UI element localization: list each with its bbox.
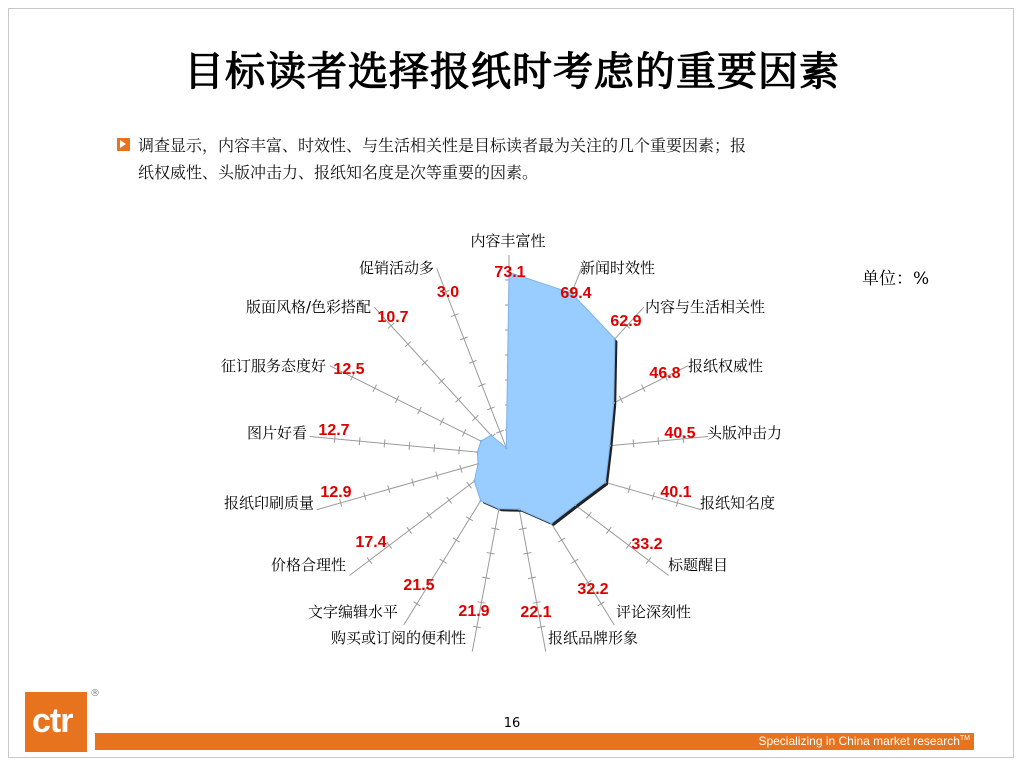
value-label: 62.9 (610, 313, 642, 330)
value-label: 33.2 (631, 536, 663, 553)
radar-point (613, 402, 615, 404)
value-label: 40.1 (660, 484, 692, 501)
radar-tick (395, 396, 399, 403)
value-label: 12.9 (320, 484, 352, 501)
radar-point (476, 451, 478, 453)
radar-point (505, 447, 507, 449)
value-label: 21.5 (403, 577, 435, 594)
unit-label: 单位：% (862, 269, 930, 289)
footer-tagline (758, 734, 970, 748)
radar-point (490, 434, 492, 436)
trademark-mark: TM (959, 735, 970, 742)
radar-tick (359, 437, 360, 445)
radar-point (609, 445, 611, 447)
radar-tick (626, 542, 631, 548)
radar-tick (641, 385, 645, 392)
radar-point (614, 338, 616, 340)
radar-tick (440, 418, 444, 425)
value-label: 12.5 (333, 361, 365, 378)
category-label: 评论深刻性 (616, 603, 692, 621)
radar-tick (418, 407, 422, 414)
radar-point (550, 522, 552, 524)
value-label: 3.0 (436, 284, 460, 301)
radar-tick (440, 559, 447, 563)
radar-point (477, 463, 479, 465)
value-label: 46.8 (649, 365, 681, 382)
category-label: 新闻时效性 (580, 259, 656, 277)
radar-tick (409, 442, 410, 450)
value-label: 69.4 (560, 285, 592, 302)
category-label: 购买或订阅的便利性 (330, 629, 466, 647)
radar-tick (373, 385, 377, 392)
page-number: 16 (503, 716, 521, 731)
radar-point (473, 480, 475, 482)
radar-area (474, 272, 615, 523)
category-label: 报纸权威性 (688, 357, 764, 375)
intro-line-1: 调查显示，内容丰富、时效性、与生活相关性是目标读者最为关注的几个重要因素；报 (138, 136, 747, 155)
category-label: 图片好看 (246, 424, 307, 442)
value-label: 21.9 (458, 603, 490, 620)
radar-tick (558, 538, 565, 542)
category-label: 报纸印刷质量 (223, 494, 314, 512)
radar-tick (462, 429, 466, 436)
radar-tick (571, 559, 578, 563)
category-label: 报纸品牌形象 (548, 629, 639, 647)
radar-tick (467, 482, 472, 488)
category-label: 版面风格/色彩搭配 (245, 298, 371, 316)
radar-point (498, 508, 500, 510)
value-label: 40.5 (664, 425, 696, 442)
value-label: 22.1 (520, 604, 552, 621)
radar-tick (407, 527, 412, 533)
radar-point (574, 504, 576, 506)
radar-tick (598, 602, 605, 606)
radar-tick (459, 446, 460, 454)
category-label: 文字编辑水平 (307, 603, 398, 621)
radar-point (518, 508, 520, 510)
radar-point (480, 440, 482, 442)
radar-tick (646, 557, 651, 563)
category-label: 内容与生活相关性 (645, 298, 766, 316)
radar-point (604, 481, 606, 483)
radar-tick (384, 439, 385, 447)
radar-tick (453, 538, 460, 542)
category-label: 价格合理性 (270, 556, 346, 574)
radar-tick (413, 602, 420, 606)
category-label: 头版冲击力 (707, 424, 783, 442)
category-label: 标题醒目 (668, 556, 729, 574)
radar-tick (434, 444, 435, 452)
radar-tick (658, 437, 659, 445)
category-label: 促销活动多 (358, 259, 434, 277)
radar-tick (466, 517, 473, 521)
slide-title: 目标读者选择报纸时考虑的重要因素 (184, 49, 840, 95)
radar-tick (619, 396, 623, 403)
value-label: 10.7 (377, 309, 409, 326)
value-label: 17.4 (355, 534, 387, 551)
radar-tick (586, 512, 591, 518)
value-label: 73.1 (494, 264, 526, 281)
registered-mark: ® (90, 688, 100, 699)
category-label: 征订服务态度好 (220, 357, 326, 375)
value-label: 32.2 (577, 581, 609, 598)
radar-tick (633, 439, 634, 447)
category-label: 内容丰富性 (470, 232, 546, 250)
radar-tick (387, 542, 392, 548)
radar-point (480, 500, 482, 502)
value-label: 12.7 (318, 422, 350, 439)
category-label: 报纸知名度 (700, 494, 776, 512)
radar-tick (447, 497, 452, 503)
intro-line-2: 纸权威性、头版冲击力、报纸知名度是次等重要的因素。 (138, 163, 539, 182)
radar-tick (367, 557, 372, 563)
radar-tick (606, 527, 611, 533)
radar-tick (427, 512, 432, 518)
footer-tagline-text: Specializing in China market research (758, 734, 960, 748)
ctr-logo-text: ctr (32, 702, 73, 740)
